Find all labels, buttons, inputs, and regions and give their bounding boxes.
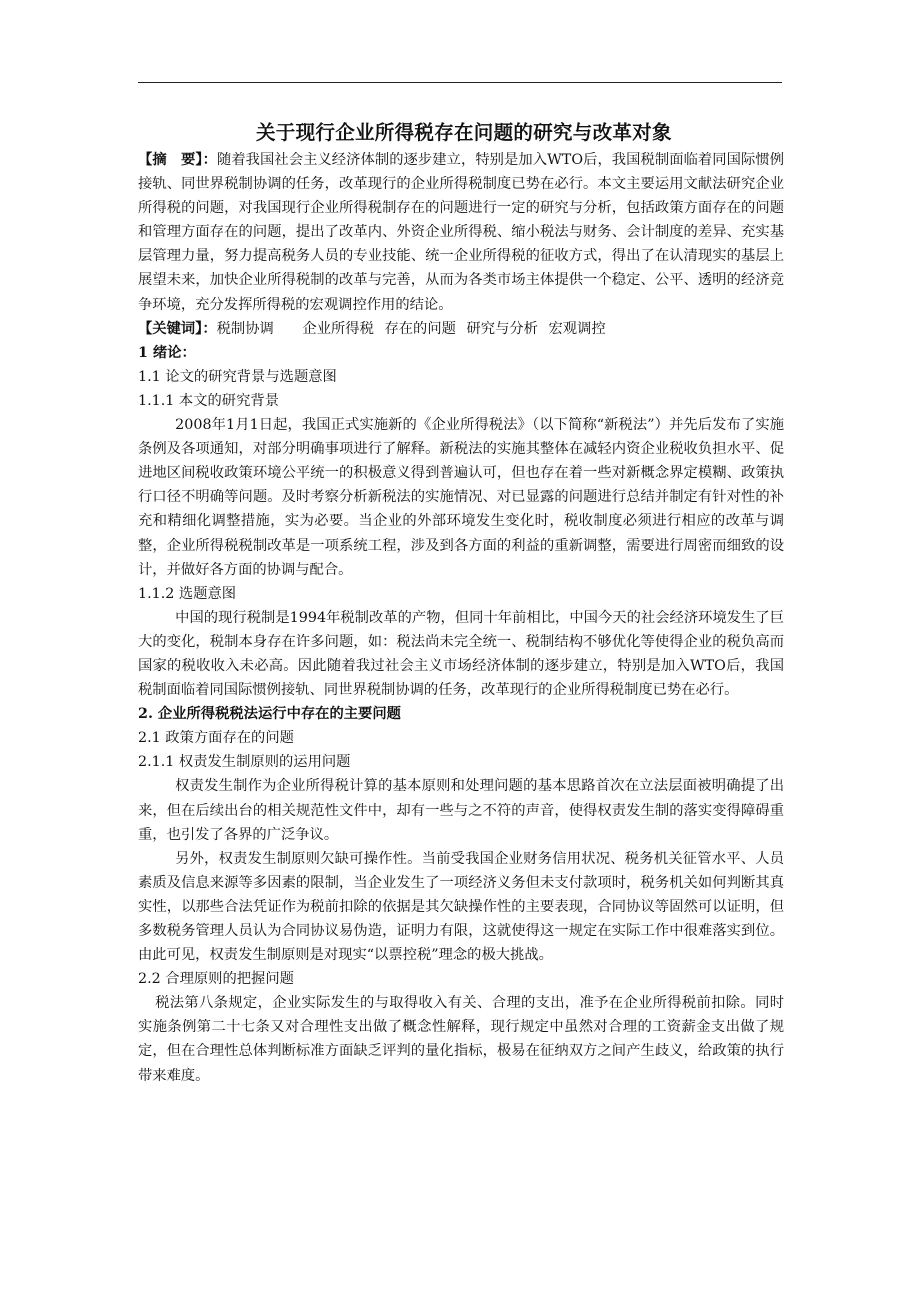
section-1-1-2-heading: 1.1.2 选题意图 <box>138 585 237 602</box>
abstract <box>138 148 784 317</box>
section-1-1-heading: 1.1 论文的研究背景与选题意图 <box>138 368 337 385</box>
keywords <box>138 317 784 341</box>
header-rule <box>138 82 782 83</box>
abstract-text: 随着我国社会主义经济体制的逐步建立，特别是加入WTO后，我国税制面临着同国际惯例接轨、同世界税制协调的任务，改革现行的企业所得税制度已势在必行。本文主要运用文献法研究企业所得税的问题，对我国现行企业所得税制存在的问题进行一定的研究与分析，包括政策方面存在的问题和管理方面存在的问题，提出了改革内、外资企业所得税、缩小税法与财务、会计制度的差异、充实基层管理力量，努力提高税务人员的专业技能、统一企业所得税的征收方式，得出了在认清现实的基层上展望未来，加快企业所得税制的改革与完善，从而为各类市场主体提供一个稳定、公平、透明的经济竞争环境，充分发挥所得税的宏观调控作用的结论。 <box>138 152 784 313</box>
keywords-text: 税制协调 企业所得税 存在的问题 研究与分析 宏观调控 <box>216 320 606 337</box>
section-1-1-1-paragraph: 2008年1月1日起，我国正式实施新的《企业所得税法》（以下简称“新税法”）并先后发布了实施条例及各项通知，对部分明确事项进行了解释。新税法的实施其整体在减轻内资企业税收负担水平、促进地区间税收政策环境公平统一的积极意义得到普遍认可，但也存在着一些对新概念界定模糊、政策执行口径不明确等问题。及时考察分析新税法的实施情况、对已显露的问题进行总结并制定有针对性的补充和精细化调整措施，实为必要。当企业的外部环境发生变化时，税收制度必须进行相应的改革与调整，企业所得税税制改革是一项系统工程，涉及到各方面的利益的重新调整，需要进行周密而细致的设计，并做好各方面的协调与配合。 <box>138 417 784 578</box>
section-2-1-1-heading: 2.1.1 权责发生制原则的运用问题 <box>138 754 351 771</box>
section-2-2-paragraph: 税法第八条规定，企业实际发生的与取得收入有关、合理的支出，准予在企业所得税前扣除。同时实施条例第二十七条又对合理性支出做了概念性解释，现行规定中虽然对合理的工资薪金支出做了规定，但在合理性总体判断标准方面缺乏评判的量化指标，极易在征纳双方之间产生歧义，给政策的执行带来难度。 <box>138 995 784 1084</box>
section-2-heading: 2. 企业所得税税法运行中存在的主要问题 <box>138 706 401 723</box>
abstract-label: 【摘 要】： <box>138 152 217 168</box>
section-1-1-1-heading: 1.1.1 本文的研究背景 <box>138 392 279 409</box>
section-2-2-heading: 2.2 合理原则的把握问题 <box>138 971 294 988</box>
document-body <box>138 118 784 1088</box>
section-1-heading: 1 绪论： <box>138 344 196 361</box>
section-2-1-1-paragraph-2: 另外，权责发生制原则欠缺可操作性。当前受我国企业财务信用状况、税务机关征管水平、人员素质及信息来源等多因素的限制，当企业发生了一项经济义务但未支付款项时，税务机关如何判断其真实性，以那些合法凭证作为税前扣除的依据是其欠缺操作性的主要表现，合同协议等固然可以证明，但多数税务管理人员认为合同协议易伪造，证明力有限，这就使得这一规定在实际工作中很难落实到位。由此可见，权责发生制原则是对现实“以票控税”理念的极大挑战。 <box>138 850 784 964</box>
keywords-label: 【关键词】： <box>138 320 217 337</box>
paper-title: 关于现行企业所得税存在问题的研究与改革对象 <box>256 121 672 144</box>
section-1-1-2-paragraph: 中国的现行税制是1994年税制改革的产物，但同十年前相比，中国今天的社会经济环境发生了巨大的变化，税制本身存在许多问题，如：税法尚未完全统一、税制结构不够优化等使得企业的税负高而国家的税收收入未必高。因此随着我过社会主义市场经济体制的逐步建立，特别是加入WTO后，我国税制面临着同国际惯例接轨、同世界税制协调的任务，改革现行的企业所得税制度已势在必行。 <box>138 609 784 699</box>
section-2-1-heading: 2.1 政策方面存在的问题 <box>138 730 294 747</box>
section-2-1-1-paragraph-1: 权责发生制作为企业所得税计算的基本原则和处理问题的基本思路首次在立法层面被明确提了出来，但在后续出台的相关规范性文件中，却有一些与之不符的声音，使得权责发生制的落实变得障碍重重，也引发了各界的广泛争议。 <box>138 778 784 843</box>
